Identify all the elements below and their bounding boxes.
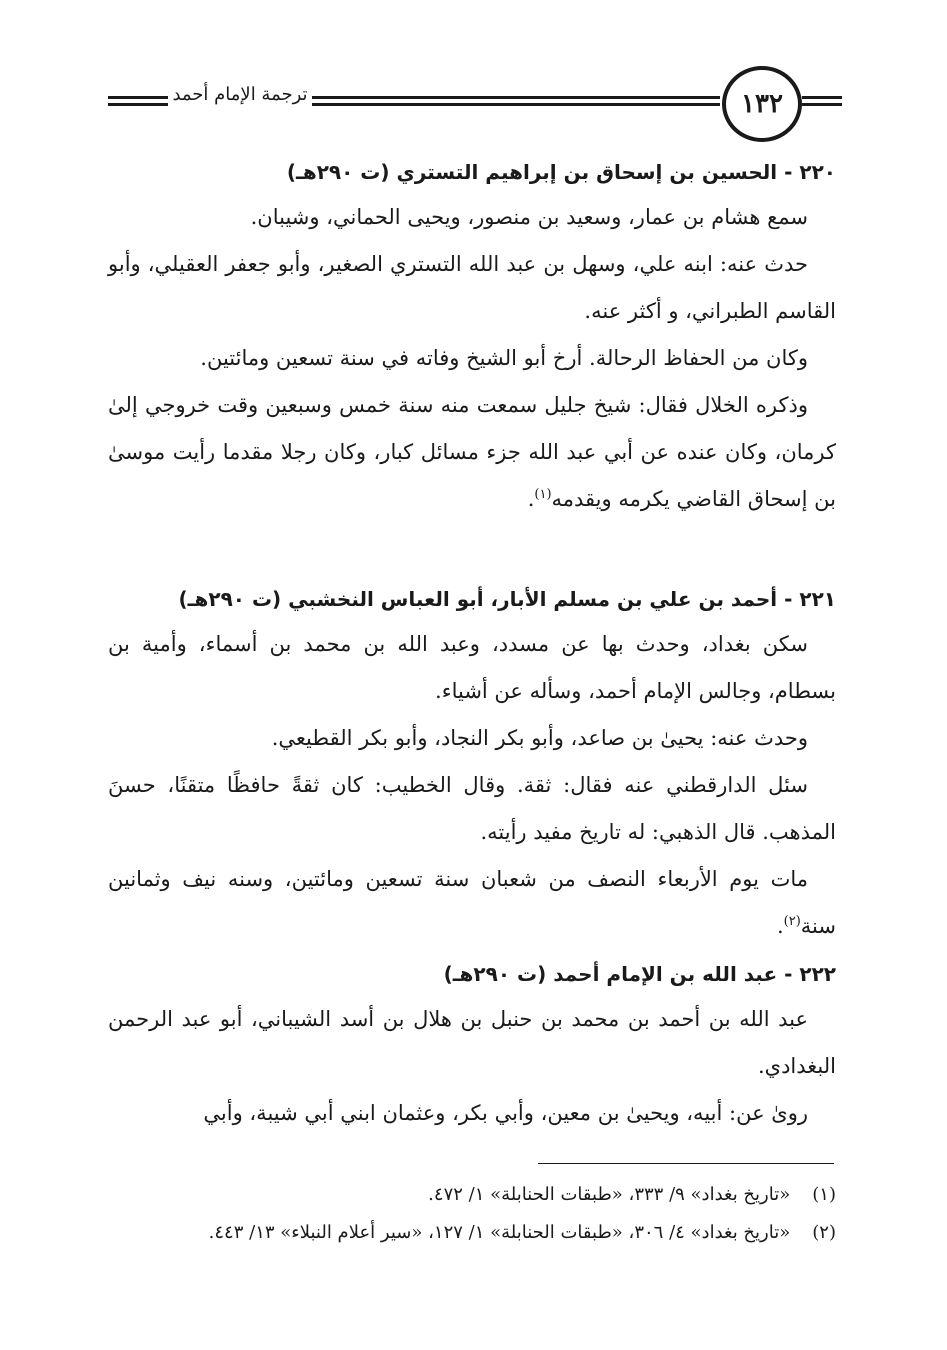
- page-header: [100, 66, 845, 142]
- entry-paragraph: روىٰ عن: أبيه، ويحيىٰ بن معين، وأبي بكر، وعثمان ابني أبي شيبة، وأبي: [203, 1101, 808, 1125]
- entry-paragraph: وكان من الحفاظ الرحالة. أرخ أبو الشيخ وفاته في سنة تسعين ومائتين.: [200, 346, 808, 370]
- footnote-number: (٢): [812, 1222, 836, 1243]
- footnote-ref: (٢): [783, 914, 801, 929]
- biography-entry: [108, 577, 836, 950]
- biography-entry: [108, 150, 836, 523]
- footnote: [108, 1214, 836, 1252]
- entry-paragraph: وحدث عنه: يحيىٰ بن صاعد، وأبو بكر النجاد، وأبو بكر القطيعي.: [271, 726, 808, 750]
- paragraph-text: وذكره الخلال فقال: شيخ جليل سمعت منه سنة خمس وسبعين وقت خروجي إلىٰ كرمان، وكان عنده عن أبي عبد الله جزء مسائل كبار، وكان رجلا مقدما رأيت موسىٰ بن إسحاق القاضي يكرمه ويقدمه: [108, 393, 836, 511]
- footnote-separator: [538, 1163, 834, 1164]
- entry-gap: [108, 523, 836, 577]
- biography-entry: [108, 952, 836, 1137]
- entry-paragraph: وذكره الخلال فقال: شيخ جليل سمعت منه سنة خمس وسبعين وقت خروجي إلىٰ كرمان، وكان عنده عن أبي عبد الله جزء مسائل كبار، وكان رجلا مقدما رأيت موسىٰ بن إسحاق القاضي يكرمه ويقدمه$^{(١)}$.: [108, 393, 836, 511]
- paragraph-text: مات يوم الأربعاء النصف من شعبان سنة تسعين ومائتين، وسنه نيف وثمانين سنة: [108, 867, 836, 938]
- entry-paragraph: سكن بغداد، وحدث بها عن مسدد، وعبد الله بن محمد بن أسماء، وأمية بن بسطام، وجالس الإمام أحمد، وسأله عن أشياء.: [108, 632, 836, 703]
- header-rule-right: [802, 96, 842, 106]
- page-number: ١٣٢: [722, 66, 802, 142]
- entry-heading: ٢٢٠ - الحسين بن إسحاق بن إبراهيم التستري (ت ٢٩٠هـ): [286, 160, 836, 184]
- running-title: ترجمة الإمام أحمد: [172, 84, 308, 105]
- entry-paragraph: عبد الله بن أحمد بن محمد بن حنبل بن هلال بن أسد الشيباني، أبو عبد الرحمن البغدادي.: [108, 1007, 836, 1078]
- entry-paragraph: مات يوم الأربعاء النصف من شعبان سنة تسعين ومائتين، وسنه نيف وثمانين سنة$^{(٢)}$.: [108, 867, 836, 938]
- header-rule-left: [108, 96, 168, 106]
- footnotes: [108, 1176, 836, 1252]
- footnote: [108, 1176, 836, 1214]
- entry-paragraph: حدث عنه: ابنه علي، وسهل بن عبد الله التستري الصغير، وأبو جعفر العقيلي، وأبو القاسم الطبراني، و أكثر عنه.: [108, 252, 836, 323]
- entry-heading: ٢٢١ - أحمد بن علي بن مسلم الأبار، أبو العباس النخشبي (ت ٢٩٠هـ): [178, 587, 836, 611]
- footnote-text: «تاريخ بغداد» ٩/ ٣٣٣، «طبقات الحنابلة» ١/ ٤٧٢.: [428, 1184, 791, 1205]
- footnote-ref: (١): [534, 487, 552, 502]
- entry-paragraph: سئل الدارقطني عنه فقال: ثقة. وقال الخطيب: كان ثقةً حافظًا متقنًا، حسنَ المذهب. قال الذهبي: له تاريخ مفيد رأيته.: [108, 773, 836, 844]
- footnote-text: «تاريخ بغداد» ٤/ ٣٠٦، «طبقات الحنابلة» ١/ ١٢٧، «سير أعلام النبلاء» ١٣/ ٤٤٣.: [208, 1222, 791, 1243]
- entry-paragraph: سمع هشام بن عمار، وسعيد بن منصور، ويحيى الحماني، وشيبان.: [250, 205, 808, 229]
- header-rule-middle: [312, 96, 720, 106]
- footnote-number: (١): [812, 1184, 836, 1205]
- main-text: [108, 150, 836, 1137]
- entry-heading: ٢٢٢ - عبد الله بن الإمام أحمد (ت ٢٩٠هـ): [443, 962, 836, 986]
